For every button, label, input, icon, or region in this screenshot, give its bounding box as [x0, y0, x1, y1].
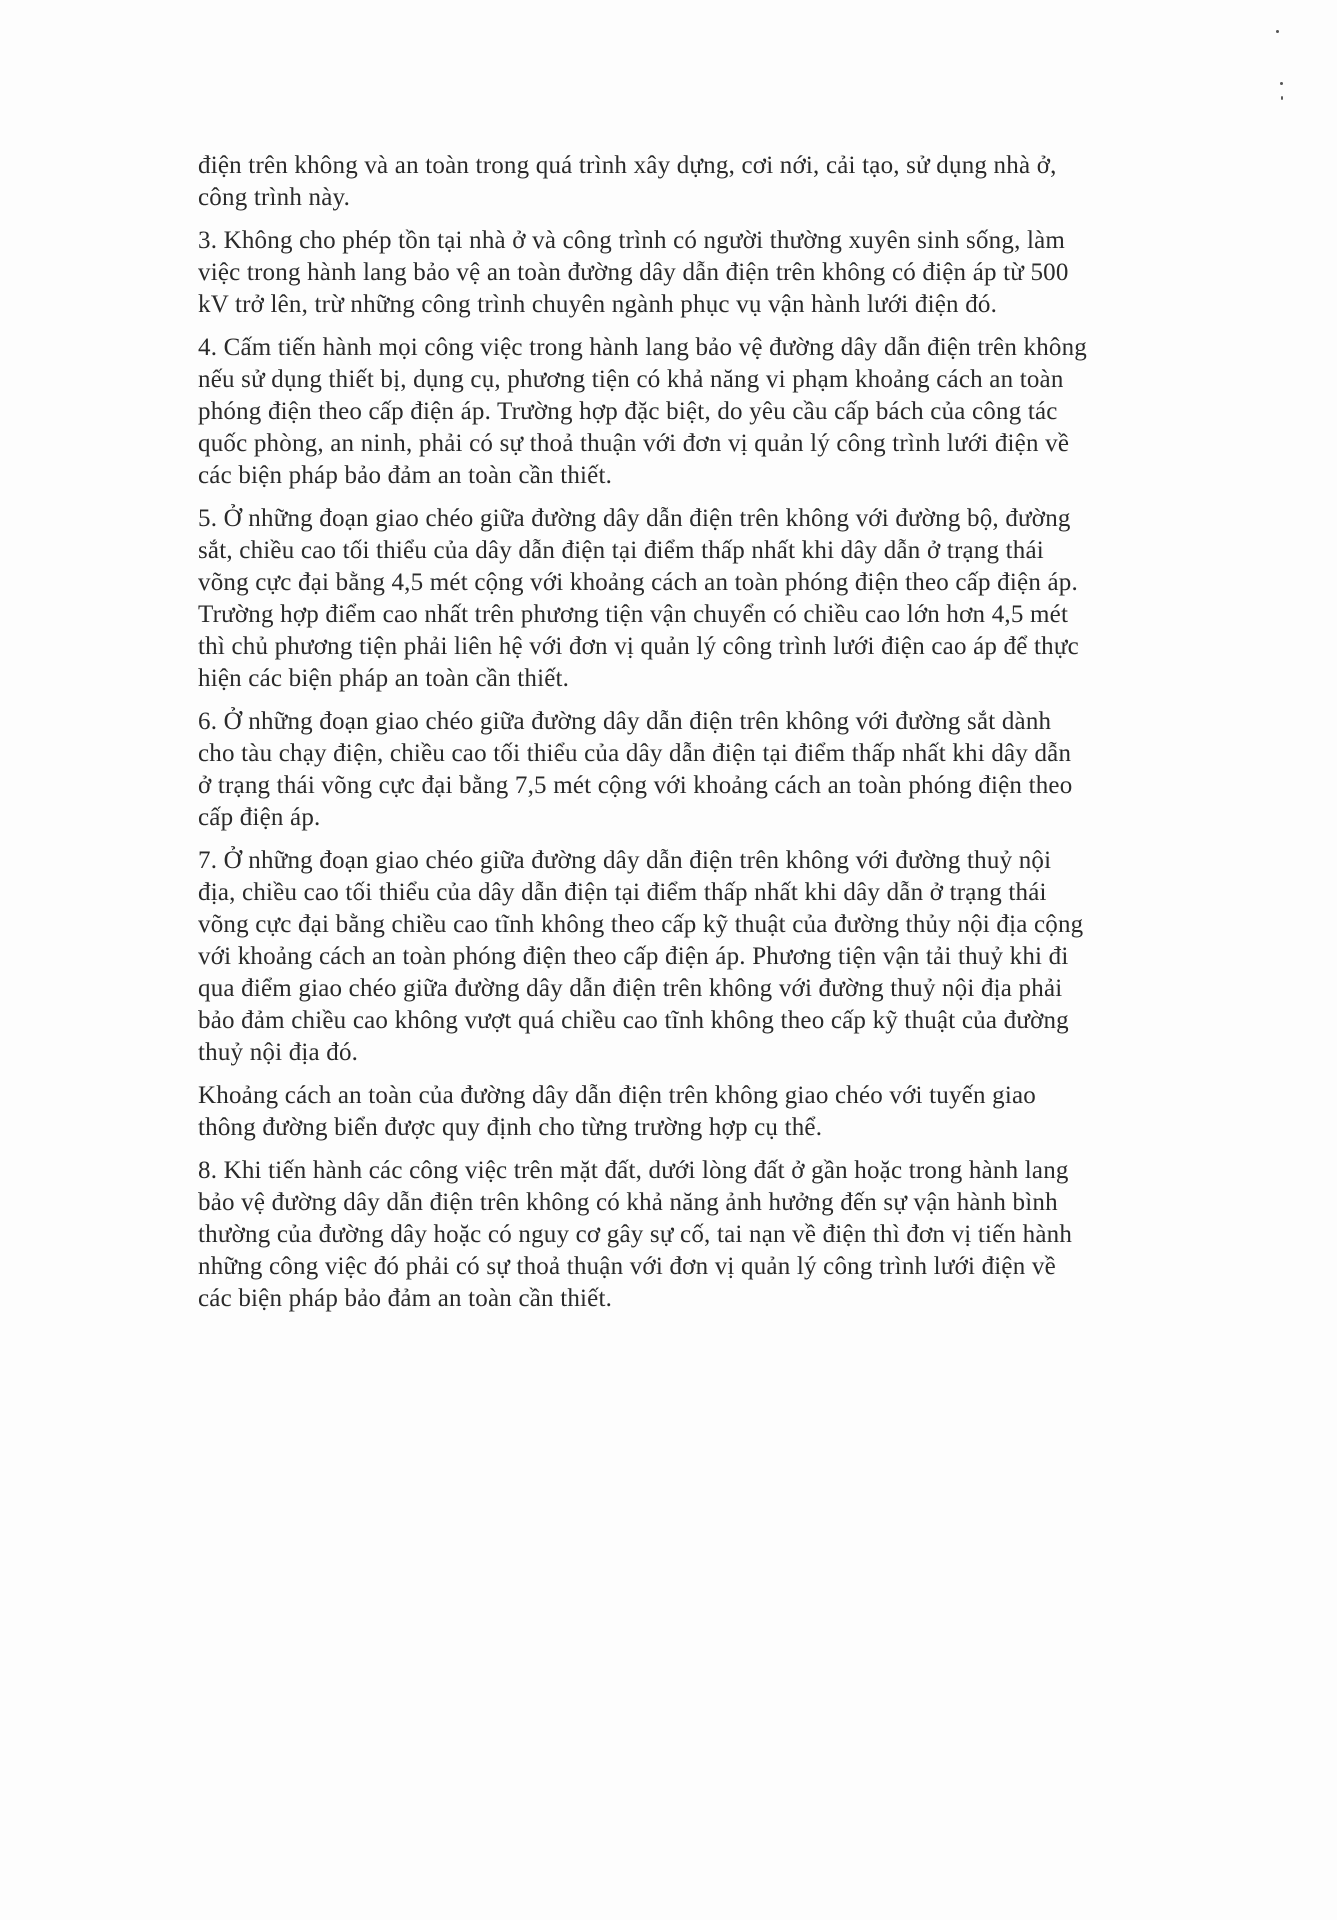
text-line: thông đường biển được quy định cho từng trường hợp cụ thể.	[198, 1114, 823, 1141]
document-body	[198, 150, 1208, 1326]
text-line: phóng điện theo cấp điện áp. Trường hợp đặc biệt, do yêu cầu cấp bách của công tác	[198, 398, 1058, 425]
paragraph	[198, 706, 1208, 834]
text-line: 7. Ở những đoạn giao chéo giữa đường dây dẫn điện trên không với đường thuỷ nội	[198, 847, 1052, 874]
text-line: thuỷ nội địa đó.	[198, 1039, 359, 1066]
text-line: với khoảng cách an toàn phóng điện theo cấp điện áp. Phương tiện vận tải thuỷ khi đi	[198, 943, 1069, 970]
text-line: võng cực đại bằng chiều cao tĩnh không theo cấp kỹ thuật của đường thủy nội địa cộng	[198, 911, 1084, 938]
text-line: các biện pháp bảo đảm an toàn cần thiết.	[198, 1285, 613, 1312]
paragraph	[198, 332, 1208, 492]
text-line: bảo đảm chiều cao không vượt quá chiều cao tĩnh không theo cấp kỹ thuật của đường	[198, 1007, 1069, 1034]
text-line: điện trên không và an toàn trong quá trình xây dựng, cơi nới, cải tạo, sử dụng nhà ở,	[198, 152, 1057, 179]
text-line: nếu sử dụng thiết bị, dụng cụ, phương tiện có khả năng vi phạm khoảng cách an toàn	[198, 366, 1064, 393]
text-line: 5. Ở những đoạn giao chéo giữa đường dây dẫn điện trên không với đường bộ, đường	[198, 505, 1071, 532]
text-line: Khoảng cách an toàn của đường dây dẫn điện trên không giao chéo với tuyến giao	[198, 1082, 1036, 1109]
text-line: cấp điện áp.	[198, 804, 321, 831]
text-line: ở trạng thái võng cực đại bằng 7,5 mét cộng với khoảng cách an toàn phóng điện theo	[198, 772, 1073, 799]
text-line: sắt, chiều cao tối thiểu của dây dẫn điện tại điểm thấp nhất khi dây dẫn ở trạng thái	[198, 537, 1044, 564]
text-line: thường của đường dây hoặc có nguy cơ gây sự cố, tai nạn về điện thì đơn vị tiến hành	[198, 1221, 1073, 1248]
paragraph	[198, 845, 1208, 1069]
scan-speck	[1281, 96, 1283, 100]
paragraph	[198, 225, 1208, 321]
text-line: các biện pháp bảo đảm an toàn cần thiết.	[198, 462, 613, 489]
scan-speck	[1280, 82, 1283, 85]
text-line: Trường hợp điểm cao nhất trên phương tiện vận chuyển có chiều cao lớn hơn 4,5 mét	[198, 601, 1069, 628]
paragraph	[198, 503, 1208, 695]
text-line: qua điểm giao chéo giữa đường dây dẫn điện trên không với đường thuỷ nội địa phải	[198, 975, 1063, 1002]
text-line: 6. Ở những đoạn giao chéo giữa đường dây dẫn điện trên không với đường sắt dành	[198, 708, 1052, 735]
text-line: cho tàu chạy điện, chiều cao tối thiểu của dây dẫn điện tại điểm thấp nhất khi dây dẫn	[198, 740, 1072, 767]
text-line: những công việc đó phải có sự thoả thuận với đơn vị quản lý công trình lưới điện về	[198, 1253, 1056, 1280]
text-line: bảo vệ đường dây dẫn điện trên không có khả năng ảnh hưởng đến sự vận hành bình	[198, 1189, 1058, 1216]
paragraph	[198, 150, 1208, 214]
text-line: thì chủ phương tiện phải liên hệ với đơn vị quản lý công trình lưới điện cao áp để thực	[198, 633, 1079, 660]
text-line: quốc phòng, an ninh, phải có sự thoả thuận với đơn vị quản lý công trình lưới điện về	[198, 430, 1070, 457]
text-line: 8. Khi tiến hành các công việc trên mặt đất, dưới lòng đất ở gần hoặc trong hành lang	[198, 1157, 1069, 1184]
paragraph	[198, 1080, 1208, 1144]
text-line: 3. Không cho phép tồn tại nhà ở và công trình có người thường xuyên sinh sống, làm	[198, 227, 1066, 254]
text-line: kV trở lên, trừ những công trình chuyên ngành phục vụ vận hành lưới điện đó.	[198, 291, 998, 318]
text-line: địa, chiều cao tối thiểu của dây dẫn điện tại điểm thấp nhất khi dây dẫn ở trạng thái	[198, 879, 1047, 906]
text-line: 4. Cấm tiến hành mọi công việc trong hành lang bảo vệ đường dây dẫn điện trên không	[198, 334, 1087, 361]
text-line: hiện các biện pháp an toàn cần thiết.	[198, 665, 570, 692]
text-line: võng cực đại bằng 4,5 mét cộng với khoảng cách an toàn phóng điện theo cấp điện áp.	[198, 569, 1078, 596]
scan-speck	[1276, 30, 1279, 33]
text-line: công trình này.	[198, 184, 351, 211]
paragraph	[198, 1155, 1208, 1315]
text-line: việc trong hành lang bảo vệ an toàn đường dây dẫn điện trên không có điện áp từ 500	[198, 259, 1069, 286]
